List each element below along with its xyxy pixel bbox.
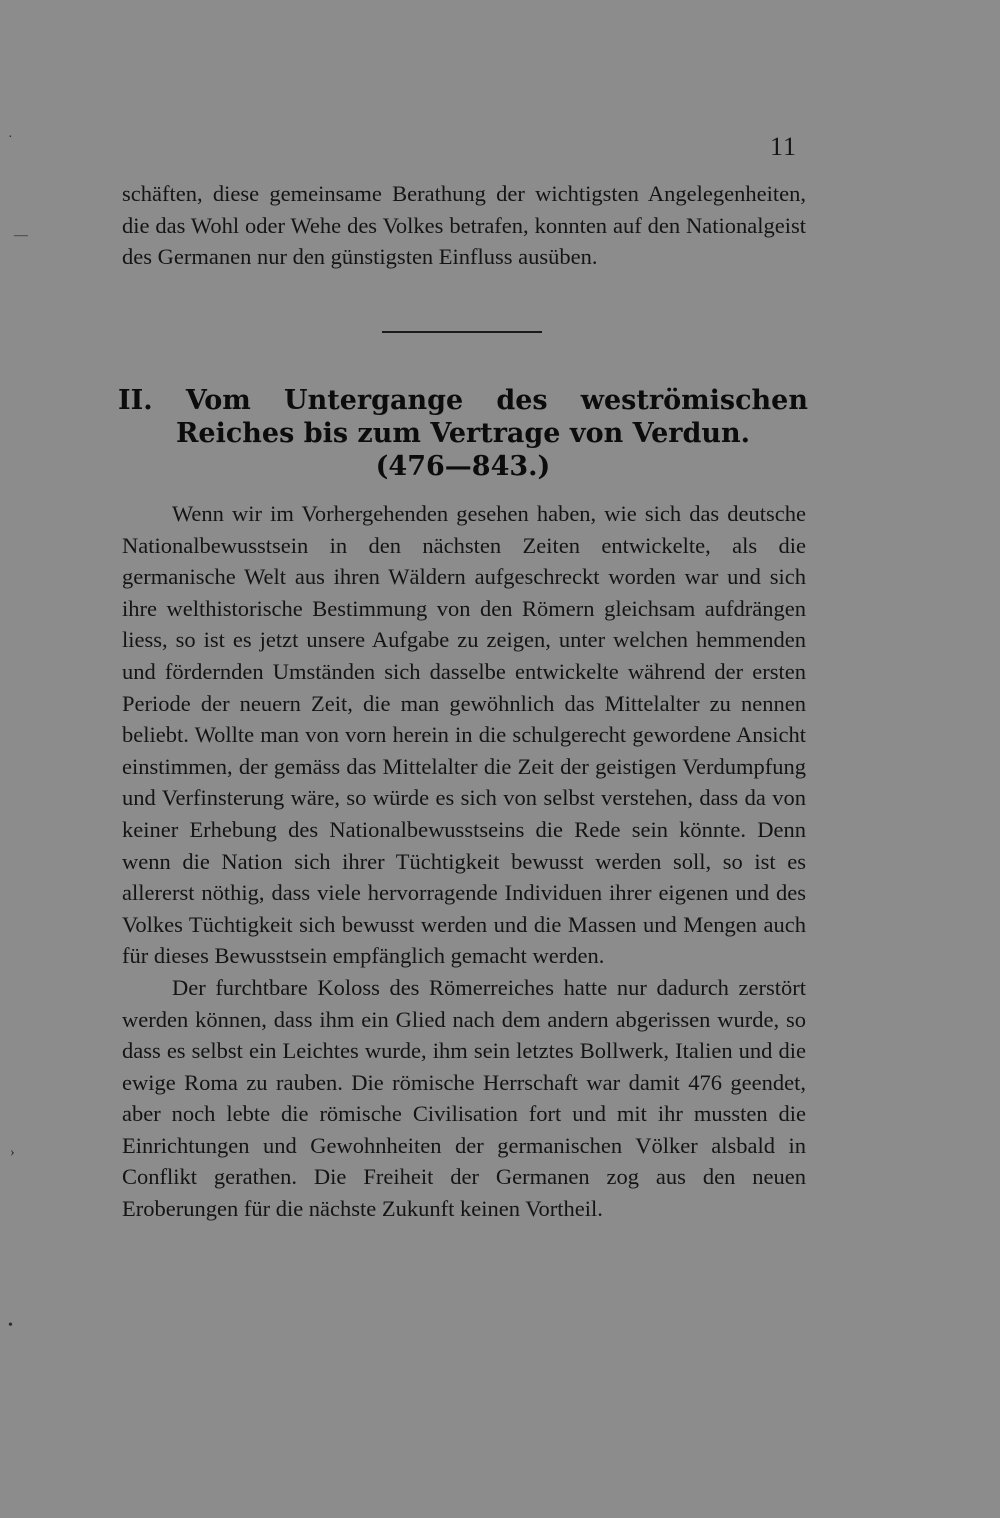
- section-heading: [118, 384, 808, 483]
- section-heading-line-1: II. Vom Untergange des weströmischen: [118, 385, 808, 416]
- body-text-block: [122, 498, 806, 1225]
- section-heading-dates: (476—843.): [375, 451, 551, 482]
- intro-paragraph-block: [122, 178, 806, 273]
- body-paragraph-2: Der furchtbare Koloss des Römerreiches hatte nur dadurch zerstört werden können, dass ihm ein Glied nach dem andern abgerissen wurde, so dass es selbst ein Leichtes wurde, ihm sein letztes Bollwerk, Italien und die ewige Roma zu rauben. Die römische Herrschaft war damit 476 geendet, aber noch lebte die römische Civilisation fort und mit ihr mussten die Einrichtungen und Gewohnheiten der germanischen Völker alsbald in Conflikt gerathen. Die Freiheit der Germanen zog aus den neuen Eroberungen für die nächste Zukunft keinen Vortheil.: [122, 974, 806, 1222]
- intro-paragraph: schäften, diese gemeinsame Berathung der wichtigsten Angelegenheiten, die das Wohl oder Wehe des Volkes betrafen, konnten auf den Nationalgeist des Germanen nur den günstigsten Einfluss ausüben.: [122, 181, 806, 270]
- scan-speck-mark: ·: [8, 130, 13, 145]
- scan-speck-mark: —: [14, 228, 28, 243]
- scan-speck-mark: •: [8, 1318, 13, 1333]
- page-number: 11: [770, 132, 798, 161]
- section-divider-rule: [382, 331, 542, 333]
- section-heading-line-2: Reiches bis zum Vertrage von Verdun.: [175, 418, 751, 449]
- scan-speck-mark: ›: [10, 1145, 15, 1160]
- body-paragraph-1: Wenn wir im Vorhergehenden gesehen haben, wie sich das deutsche Nationalbewusstsein in den nächsten Zeiten entwickelte, als die germanische Welt aus ihren Wäldern aufgeschreckt worden war und sich ihre welthistorische Bestimmung von den Römern gleichsam aufdrängen liess, so ist es jetzt unsere Aufgabe zu zeigen, unter welchen hemmenden und fördernden Umständen sich dasselbe entwickelte während der ersten Periode der neuern Zeit, die man gewöhnlich das Mittelalter zu nennen beliebt. Wollte man von vorn herein in die schulgerecht gewordene Ansicht einstimmen, der gemäss das Mittelalter die Zeit der geistigen Verdumpfung und Verfinsterung wäre, so würde es sich von selbst verstehen, dass da von keiner Erhebung des Nationalbewusstseins die Rede sein könnte. Denn wenn die Nation sich ihrer Tüchtigkeit bewusst werden soll, so ist es allererst nöthig, dass viele hervorragende Individuen ihrer eigenen und des Volkes Tüchtigkeit sich bewusst werden und die Massen und Mengen auch für dieses Bewusstsein empfänglich gemacht werden.: [122, 501, 806, 969]
